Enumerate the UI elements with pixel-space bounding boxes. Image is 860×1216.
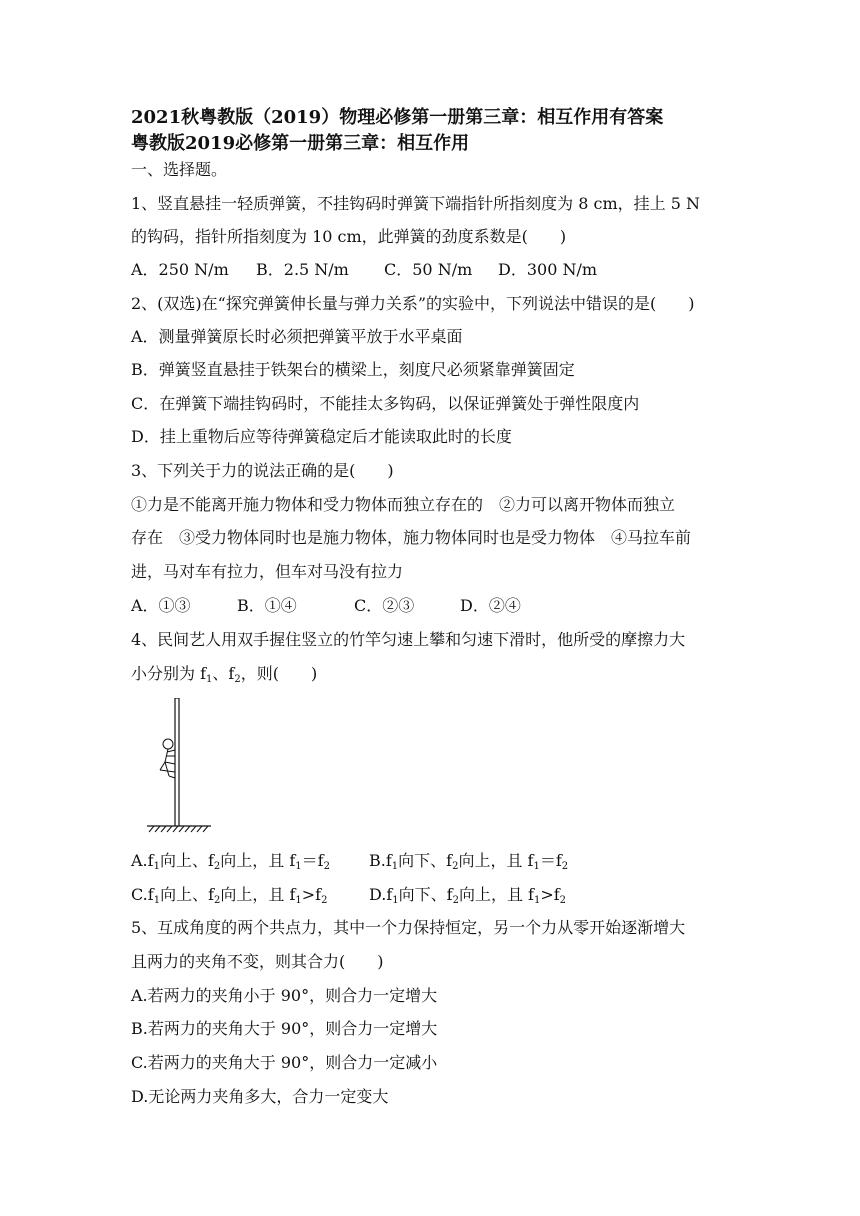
q5-option-d: D.无论两力夹角多大，合力一定变大 [131, 1087, 389, 1106]
q4-option-c: $C.f_1$向上、$f_2$向上，且 $f_1>f_2$ [131, 885, 328, 906]
q1-option-a: A．250 N/m [131, 260, 229, 279]
q4-option-b: $B.f_1$向下、$f_2$向上，且 $f_1=f_2$ [369, 851, 569, 872]
q2-option-d: D．挂上重物后应等待弹簧稳定后才能读取此时的长度 [131, 427, 512, 446]
q3-statement-line1: ①力是不能离开施力物体和受力物体而独立存在的 ②力可以离开物体而独立 [131, 495, 676, 514]
q4-stem-line2: 小分别为 $f_1$、$f_2$，则( ) [131, 664, 318, 685]
q2-option-c: C．在弹簧下端挂钩码时，不能挂太多钩码，以保证弹簧处于弹性限度内 [131, 394, 640, 413]
q2-option-a: A．测量弹簧原长时必须把弹簧平放于水平桌面 [131, 327, 463, 346]
q3-options [131, 595, 741, 617]
q5-stem-line1: 5、互成角度的两个共点力，其中一个力保持恒定，另一个力从零开始逐渐增大 [131, 918, 686, 937]
q4-option-d: $D.f_1$向下、$f_2$向上，且 $f_1>f_2$ [369, 885, 567, 906]
q3-statement-line2: 存在 ③受力物体同时也是施力物体，施力物体同时也是受力物体 ④马拉车前 [131, 528, 692, 547]
q5-stem-line2: 且两力的夹角不变，则其合力( ) [131, 952, 384, 971]
q5-option-b: B.若两力的夹角大于 90°，则合力一定增大 [131, 1019, 438, 1038]
q4-stem-line1: 4、民间艺人用双手握住竖立的竹竿匀速上攀和匀速下滑时，他所受的摩擦力大 [131, 630, 686, 649]
q1-options [131, 259, 741, 281]
q3-option-d: D．②④ [460, 596, 521, 615]
q1-stem-line1: 1、竖直悬挂一轻质弹簧，不挂钩码时弹簧下端指针所指刻度为 8 cm，挂上 5 N [131, 194, 701, 213]
q5-option-c: C.若两力的夹角大于 90°，则合力一定减小 [131, 1053, 438, 1072]
q3-option-c: C．②③ [354, 596, 415, 615]
q4-options-ab [131, 850, 741, 872]
q1-option-c: C．50 N/m [384, 260, 473, 279]
q5-option-a: A.若两力的夹角小于 90°，则合力一定增大 [131, 986, 438, 1005]
q3-stem: 3、下列关于力的说法正确的是( ) [131, 461, 394, 480]
q1-option-d: D．300 N/m [498, 260, 598, 279]
q1-option-b: B．2.5 N/m [256, 260, 349, 279]
q2-stem: 2、(双选)在“探究弹簧伸长量与弹力关系”的实验中，下列说法中错误的是( ) [131, 294, 695, 313]
pole-climber-figure [145, 698, 215, 836]
q4-options-cd [131, 884, 741, 906]
q1-stem-line2: 的钩码，指针所指刻度为 10 cm，此弹簧的劲度系数是( ) [131, 227, 567, 246]
q3-statement-line3: 进，马对车有拉力，但车对马没有拉力 [131, 562, 404, 581]
q4-option-a: $A.f_1$向上、$f_2$向上，且 $f_1=f_2$ [131, 851, 330, 872]
q2-option-b: B．弹簧竖直悬挂于铁架台的横梁上，刻度尺必须紧靠弹簧固定 [131, 360, 575, 379]
q3-option-b: B．①④ [237, 596, 297, 615]
section-heading: 一、选择题。 [131, 160, 228, 179]
document-subtitle: 粤教版2019必修第一册第三章：相互作用 [131, 133, 470, 154]
q3-option-a: A．①③ [131, 596, 191, 615]
document-title: 2021秋粤教版（2019）物理必修第一册第三章：相互作用有答案 [131, 107, 664, 128]
